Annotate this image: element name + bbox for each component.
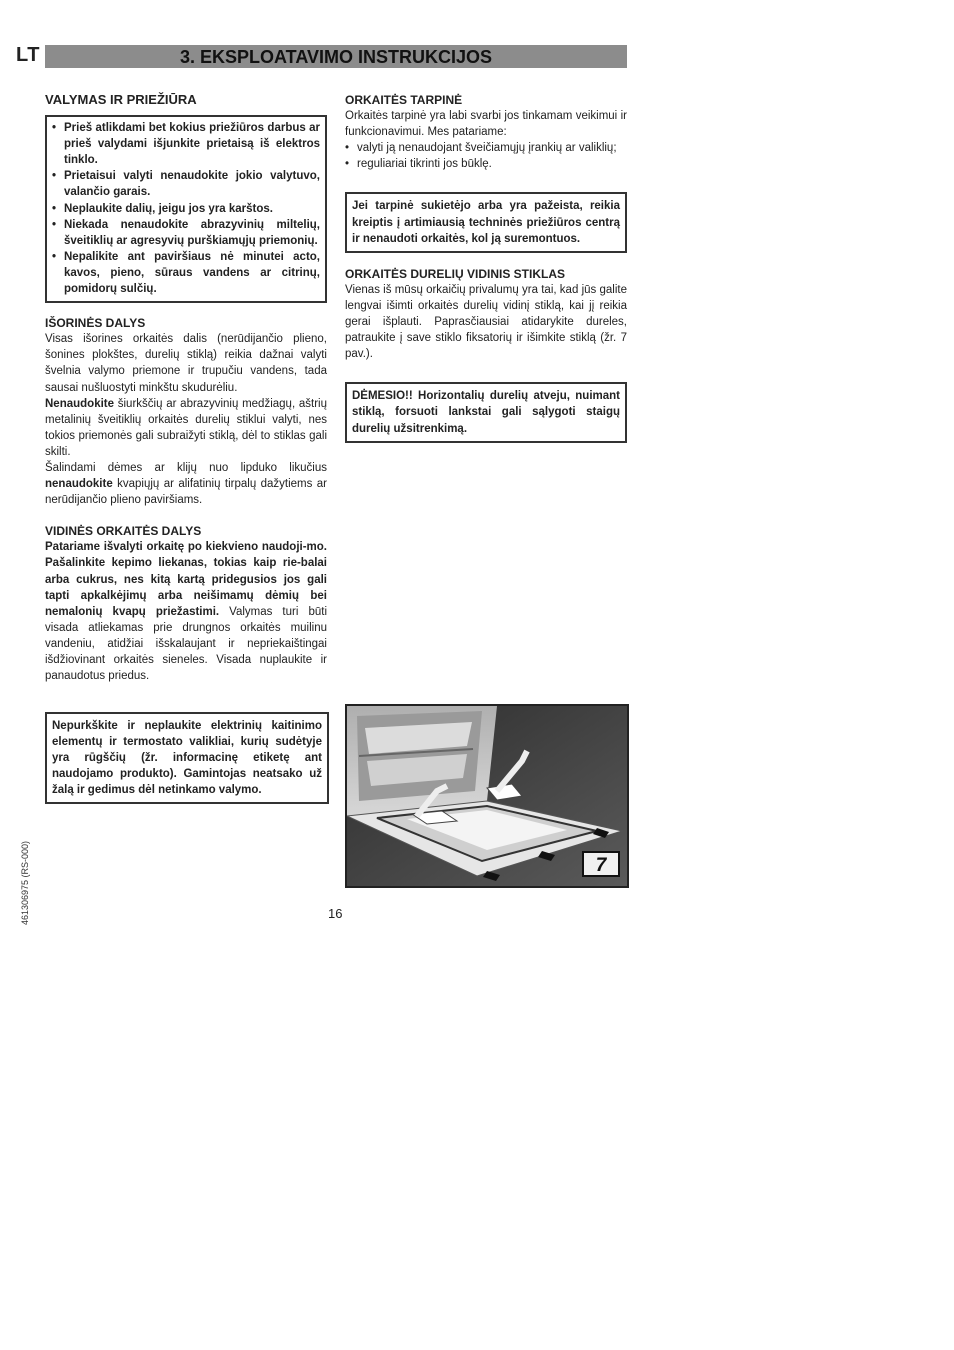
warning-box bbox=[45, 115, 327, 303]
exterior-paragraph-1: Visas išorines orkaitės dalis (nerūdijančio plieno, šonines plokštes, durelių stiklą) reikia dažnai valyti švelnia valymo priemone ir trupučiu vandens, tada sausai nušluostyti minkštu skudurėliu. bbox=[45, 333, 327, 394]
seal-warning-box: Jei tarpinė sukietėjo arba yra pažeista, reikia kreiptis į artimiausią techninės priežiūros centrą ir nenaudoti orkaitės, kol ją suremontuos. bbox=[345, 192, 627, 252]
seal-heading: ORKAITĖS TARPINĖ bbox=[345, 93, 463, 107]
glass-paragraph: Vienas iš mūsų orkaičių privalumų yra tai, kad jūs galite lengvai išimti orkaitės durelių vidinį stiklą, kai jį reikia gerai išplauti. Paprasčiausiai atidarykite dureles, patraukite į save stiklo fiksatorių ir išimkite stiklą (žr. 7 pav.). bbox=[345, 283, 627, 361]
exterior-paragraph-2 bbox=[45, 396, 327, 460]
page-title: 3. EKSPLOATAVIMO INSTRUKCIJOS bbox=[179, 47, 493, 67]
bold-term: nenaudokite bbox=[45, 478, 113, 491]
seal-paragraph: Orkaitės tarpinė yra labi svarbi jos tinkamam veikimui ir funkcionavimui. Mes patariame: bbox=[345, 110, 627, 139]
left-column bbox=[45, 92, 327, 684]
cleaning-heading: VALYMAS IR PRIEŽIŪRA bbox=[45, 92, 197, 107]
note-box: Nepurkškite ir neplaukite elektrinių kaitinimo elementų ir termostato valikliai, kurių sudėtyje yra rūgščių (žr. informacinę etiketę ant naudojamo produkto). Gamintojas neatsako už žalą ir gedimus dėl netinkamo valymo. bbox=[45, 712, 329, 804]
list-item: • Niekada nenaudokite abrazyvinių miltelių, šveitiklių ar agresyvių purškiamųjų priemonių. bbox=[52, 217, 320, 249]
list-item: • reguliariai tikrinti jos būklę. bbox=[345, 156, 627, 172]
list-item: • valyti ją nenaudojant šveičiamųjų įrankių ar valiklių; bbox=[345, 140, 627, 156]
page-number: 16 bbox=[328, 906, 343, 921]
document-code: 461306975 (RS-000) bbox=[20, 840, 30, 925]
right-column bbox=[345, 92, 627, 443]
list-item: • Prietaisui valyti nenaudokite jokio valytuvo, valančio garais. bbox=[52, 168, 320, 200]
oven-door-glass-drawing bbox=[347, 706, 627, 886]
interior-paragraph bbox=[45, 539, 327, 684]
exterior-heading: IŠORINĖS DALYS bbox=[45, 316, 146, 331]
figure-number: 7 bbox=[595, 855, 607, 876]
paragraph-text: kvapiųjų ar alifatinių tirpalų dažytiems ar nerūdijančio plieno paviršiams. bbox=[45, 478, 327, 507]
bold-term: Nenaudokite bbox=[45, 397, 115, 410]
interior-heading: VIDINĖS ORKAITĖS DALYS bbox=[45, 524, 202, 539]
bold-text: Patariame išvalyti orkaitę po kiekvieno naudoji-mo. Pašalinkite kepimo liekanas, tokias kaip rie-balai arba cukrus, nes kitą kartą pridegusios jos gali tapti apkalkėjimų arba neišimamų dėmių bei nemalonių kvapų priežastimi. bbox=[45, 541, 327, 618]
list-item: • Nepalikite ant paviršiaus nė minutei acto, kavos, pieno, sūraus vandens ar citrinų, pomidorų sulčių. bbox=[52, 249, 320, 297]
attention-box: DĖMESIO!! Horizontalių durelių atveju, nuimant stiklą, forsuoti lankstai gali sąlygoti staigų durelių užsitrenkimą. bbox=[345, 382, 627, 442]
paragraph-text: šiurkščių ar abrazyvinių medžiagų, aštrių metalinių šveitiklių orkaitės durelių stiklui valyti, nes tokios priemonės gali subraižyti stiklą, dėl to stiklas gali skilti. bbox=[45, 397, 327, 458]
figure-7-illustration bbox=[345, 704, 629, 888]
paragraph-text: Valymas turi būti visada atliekamas prie drungnos orkaitės muilinu vandeniu, atidžiai išskalaujant ir nepriekaištingai išdžiovinant orkaitės sieneles. Visada nuplaukite ir panaudotus priedus. bbox=[45, 605, 327, 683]
exterior-paragraph-3 bbox=[45, 460, 327, 508]
list-item: • Prieš atlikdami bet kokius priežiūros darbus ar prieš valydami išjunkite prietaisą iš elektros tinklo. bbox=[52, 120, 320, 168]
section-title-bar bbox=[45, 45, 627, 68]
warning-list bbox=[52, 120, 320, 297]
paragraph-text: Šalindami dėmes ar klijų nuo lipduko likučius bbox=[45, 461, 327, 474]
language-code: LT bbox=[16, 44, 40, 66]
seal-list bbox=[345, 140, 627, 172]
list-item: • Neplaukite dalių, jeigu jos yra karštos. bbox=[52, 201, 320, 217]
glass-heading: ORKAITĖS DURELIŲ VIDINIS STIKLAS bbox=[345, 266, 566, 281]
